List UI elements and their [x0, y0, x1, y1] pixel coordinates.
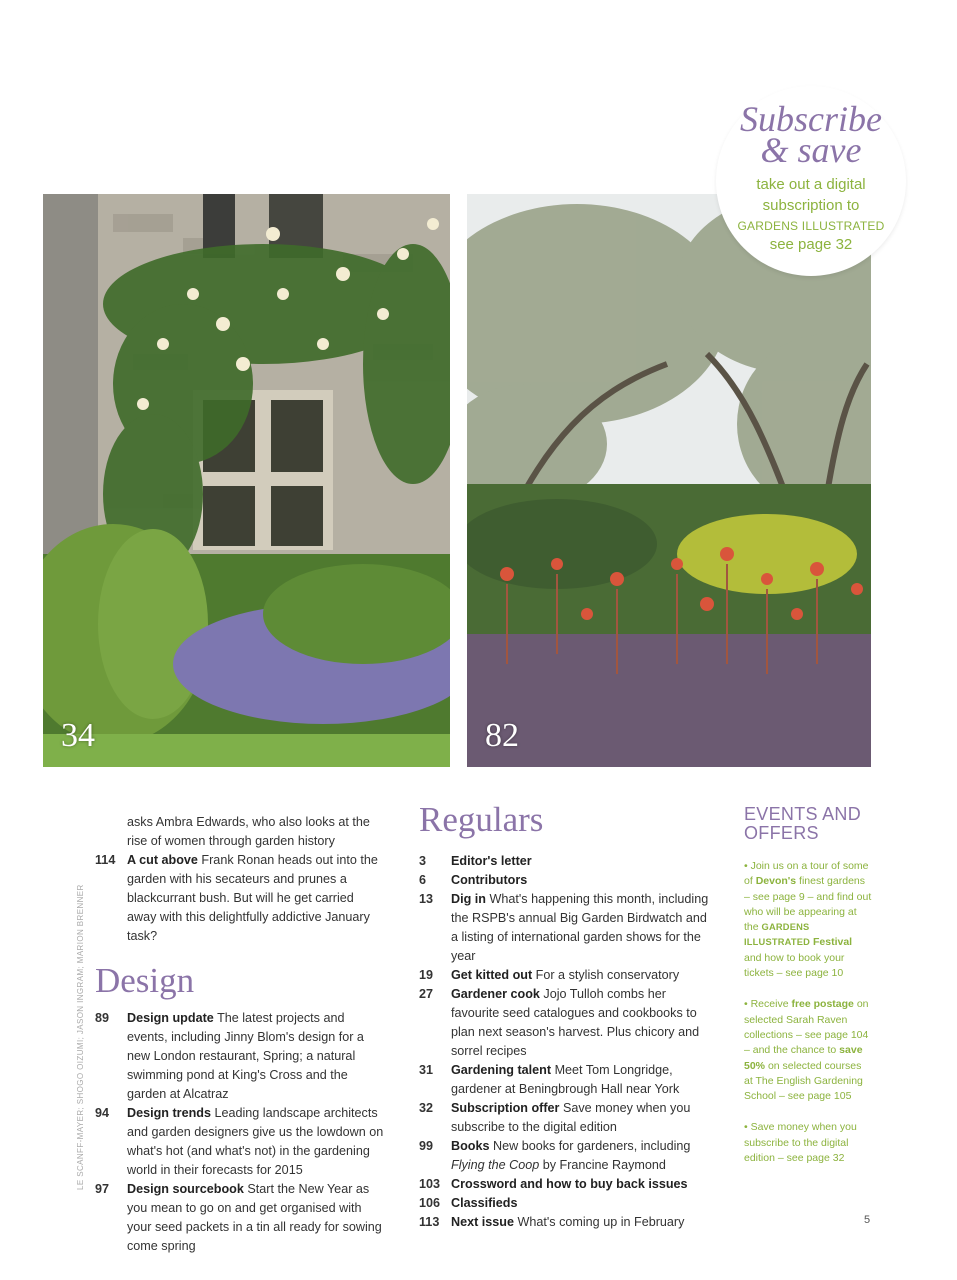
item-book-title: Flying the Coop: [451, 1158, 540, 1172]
subscribe-badge[interactable]: [716, 86, 906, 276]
event-devon-tour[interactable]: [744, 859, 872, 981]
photo-34-illustration: [43, 194, 450, 767]
item-page-number: 114: [95, 853, 116, 867]
item-description: What's coming up in February: [517, 1215, 685, 1229]
item-description: New books for gardeners, including: [493, 1139, 691, 1153]
item-description: Start the New Year as you mean to go on and get organised with your seed packets in a tin all ready for sowing come spring: [127, 1182, 382, 1253]
badge-line2: subscription to: [762, 197, 860, 214]
contents-item-106[interactable]: [419, 1194, 711, 1213]
item-description: Frank Ronan heads out into the garden with his secateurs and prunes a blackcurrant bush. But will he get carried away with this delightfully addictive January task?: [127, 853, 378, 943]
item-title: Design sourcebook: [127, 1182, 244, 1196]
contents-item-97[interactable]: [95, 1180, 385, 1256]
contents-item-3[interactable]: [419, 852, 711, 871]
contents-item-31[interactable]: [419, 1061, 711, 1099]
item-title: Gardening talent: [451, 1063, 552, 1077]
item-page-number: 13: [419, 892, 434, 906]
item-page-number: 3: [419, 854, 427, 868]
contents-item-103[interactable]: [419, 1175, 711, 1194]
event-highlight: Festival: [813, 936, 853, 949]
item-page-number: 31: [419, 1063, 434, 1077]
item-title: Gardener cook: [451, 987, 540, 1001]
item-title: Design trends: [127, 1106, 211, 1120]
photo-stone-house-roses: [43, 194, 450, 767]
item-page-number: 106: [419, 1196, 441, 1210]
photo-34-page-number: 34: [61, 717, 95, 754]
item-title: Books: [451, 1139, 490, 1153]
item-title: Get kitted out: [451, 968, 533, 982]
page-number: 5: [864, 1214, 871, 1226]
item-page-number: 89: [95, 1011, 110, 1025]
item-description: Save money when you subscribe to the digital edition: [451, 1101, 691, 1134]
regulars-heading: Regulars: [419, 800, 544, 839]
item-title: Contributors: [451, 873, 528, 887]
left-column: [95, 813, 385, 1256]
item-title: Editor's letter: [451, 854, 532, 868]
event-free-postage[interactable]: [744, 997, 872, 1104]
events-heading-line1: EVENTS AND: [744, 804, 862, 824]
event-text: • Join us on a tour of some of: [744, 860, 869, 888]
item-page-number: 32: [419, 1101, 434, 1115]
contents-item-32[interactable]: [419, 1099, 711, 1137]
contents-item-94[interactable]: [95, 1104, 385, 1180]
item-description: For a stylish conservatory: [535, 968, 680, 982]
item-page-number: 94: [95, 1106, 110, 1120]
event-text: and how to book your tickets – see page 10: [744, 951, 845, 980]
item-page-number: 6: [419, 873, 427, 887]
event-highlight: Devon's: [755, 875, 797, 888]
badge-magazine-name: GARDENS ILLUSTRATED: [737, 219, 885, 233]
item-title: A cut above: [127, 853, 198, 867]
event-digital-subscription[interactable]: • Save money when you subscribe to the digital edition – see page 32: [744, 1121, 857, 1165]
item-page-number: 103: [419, 1177, 441, 1191]
contents-item-27[interactable]: [419, 985, 711, 1061]
photo-credit: LE SCANFF-MAYER; SHOGO OIZUMI; JASON INGRAM; MARION BRENNER: [76, 884, 85, 1190]
item-page-number: 113: [419, 1215, 440, 1229]
item-description: The latest projects and events, including Jinny Blom's design for a new London restaurant, Spring; a natural swimming pond at King's Cross and the garden at Alcatraz: [127, 1011, 364, 1101]
event-text: finest gardens – see page 9 – and find out who will be appearing at the: [744, 875, 872, 934]
design-heading: Design: [95, 961, 195, 1000]
photo-mediterranean-garden: [467, 194, 871, 767]
contents-item-99[interactable]: [419, 1137, 711, 1175]
photo-82-illustration: [467, 194, 871, 767]
badge-line1: take out a digital: [756, 176, 866, 193]
contents-item-19[interactable]: [419, 966, 711, 985]
photo-82-page-number: 82: [485, 717, 519, 754]
continuation-text: asks Ambra Edwards, who also looks at the rise of women through garden history: [127, 815, 370, 848]
event-highlight: save 50%: [744, 1044, 863, 1072]
event-magazine-name: GARDENS ILLUSTRATED: [744, 922, 811, 948]
contents-item-13[interactable]: [419, 890, 711, 966]
event-text: on selected courses at The English Gardening School – see page 105: [744, 1059, 863, 1103]
item-title: Crossword and how to buy back issues: [451, 1177, 688, 1191]
events-offers-column: [744, 805, 872, 1182]
item-title: Subscription offer: [451, 1101, 560, 1115]
contents-item-114[interactable]: [95, 851, 385, 946]
item-title: Classifieds: [451, 1196, 518, 1210]
contents-item-6[interactable]: [419, 871, 711, 890]
regulars-column: [419, 800, 711, 1232]
badge-title-line2: & save: [760, 130, 862, 170]
event-highlight: free postage: [791, 998, 854, 1011]
item-page-number: 27: [419, 987, 434, 1001]
item-description: Meet Tom Longridge, gardener at Beningbrough Hall near York: [451, 1063, 680, 1096]
item-page-number: 99: [419, 1139, 434, 1153]
badge-title-line1: Subscribe: [740, 99, 882, 139]
event-text: on selected Sarah Raven collections – see page 104 – and the chance to: [744, 998, 869, 1057]
item-title: Dig in: [451, 892, 486, 906]
item-title: Design update: [127, 1011, 214, 1025]
item-page-number: 97: [95, 1182, 110, 1196]
item-description: Jojo Tulloh combs her favourite seed catalogues and cookbooks to plan next season's harvest. Plus chicory and sorrel recipes: [451, 987, 700, 1058]
item-page-number: 19: [419, 968, 434, 982]
item-title: Next issue: [451, 1215, 514, 1229]
item-description: What's happening this month, including the RSPB's annual Big Garden Birdwatch and a listing of international garden shows for the year: [451, 892, 709, 963]
events-heading-line2: OFFERS: [744, 823, 819, 843]
contents-item-89[interactable]: [95, 1009, 385, 1104]
item-description-cont: by Francine Raymond: [542, 1158, 666, 1172]
item-description: Leading landscape architects and garden designers give us the lowdown on what's hot (and what's not) in the gardening world in their forecasts for 2015: [127, 1106, 384, 1177]
badge-page-ref: see page 32: [769, 236, 853, 253]
contents-item-113[interactable]: [419, 1213, 711, 1232]
event-text: • Receive: [744, 998, 789, 1011]
